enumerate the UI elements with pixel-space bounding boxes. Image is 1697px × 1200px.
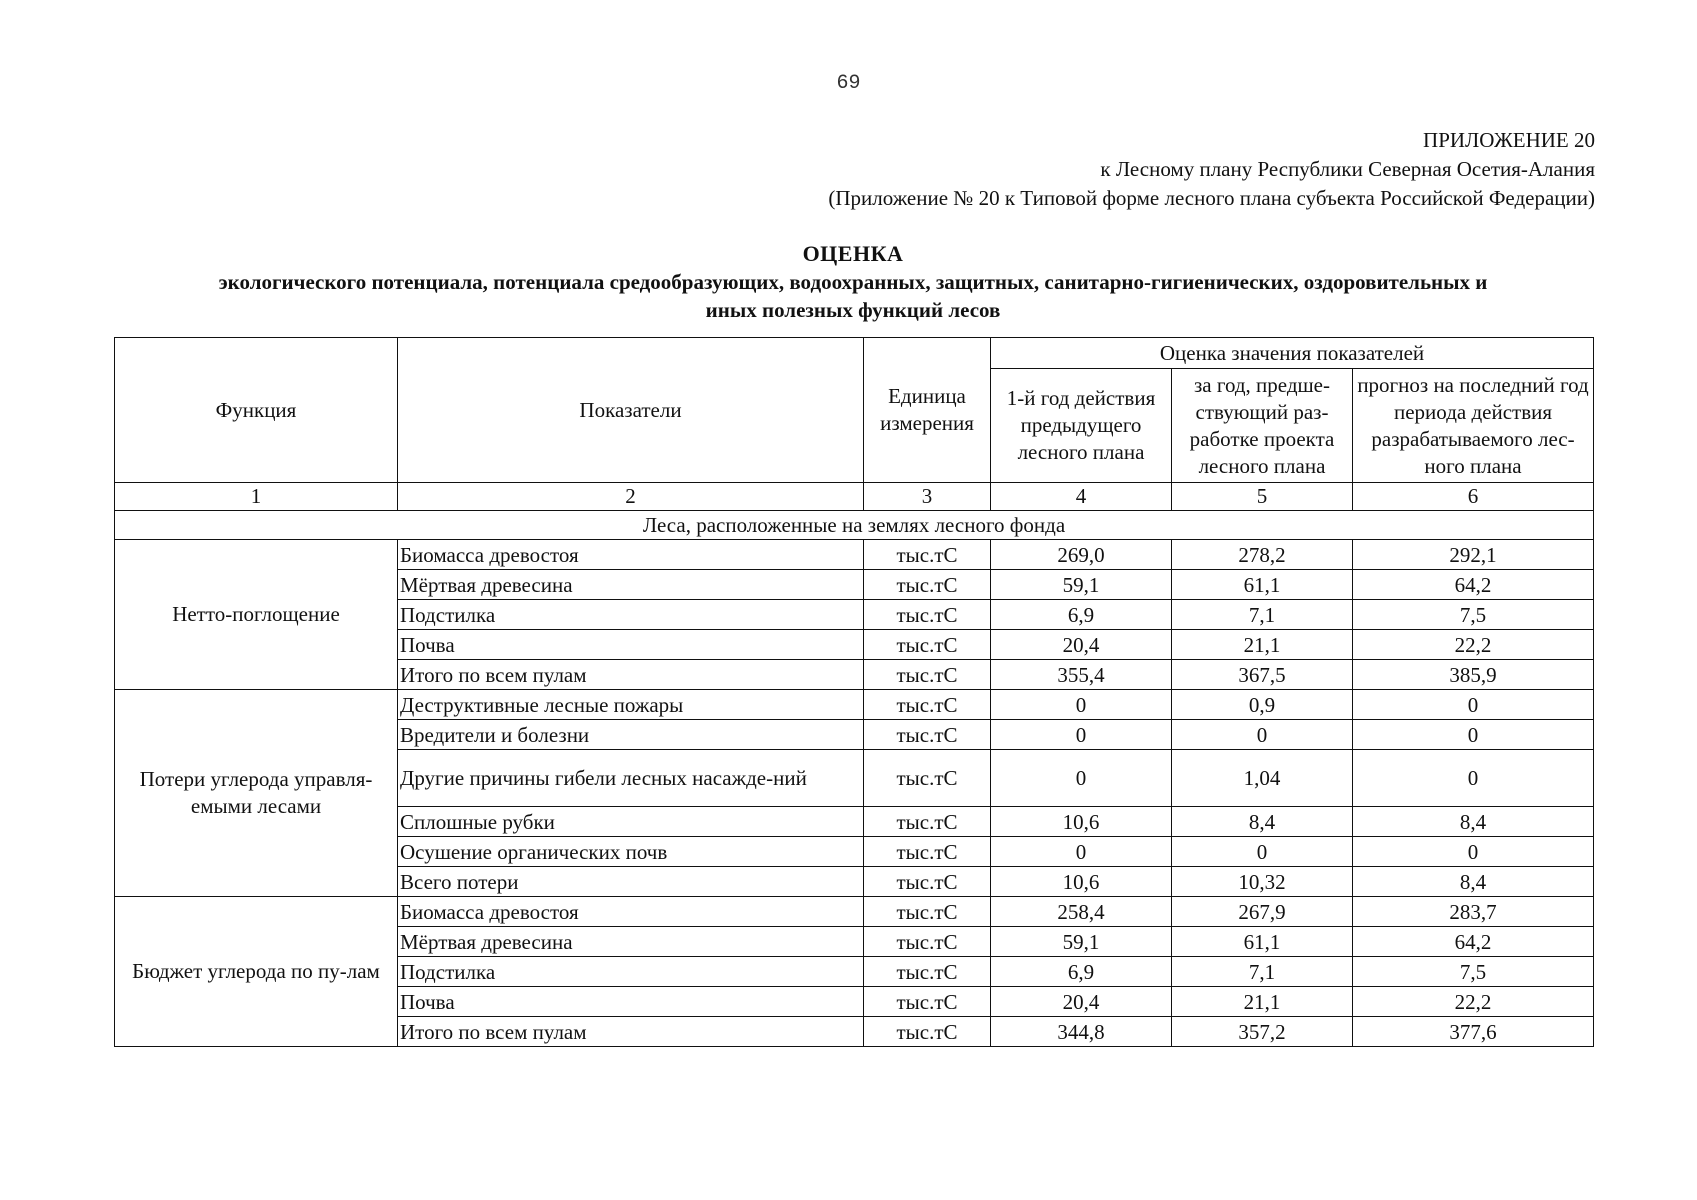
value-col4-cell: 0 [991,750,1172,807]
value-col4-cell: 6,9 [991,600,1172,630]
column-number: 6 [1353,483,1594,511]
header-indicators: Показатели [398,338,864,483]
title-subtitle-line1: экологического потенциала, потенциала средообразующих, водоохранных, защитных, санитарно-гигиенических, оздоровительных и [218,270,1488,294]
indicator-cell: Мёртвая древесина [398,927,864,957]
unit-cell: тыс.тС [864,867,991,897]
value-col5-cell: 8,4 [1172,807,1353,837]
value-col6-cell: 0 [1353,720,1594,750]
header-unit: Единица измерения [864,338,991,483]
value-col4-cell: 344,8 [991,1017,1172,1047]
unit-cell: тыс.тС [864,807,991,837]
indicator-cell: Почва [398,630,864,660]
indicator-cell: Подстилка [398,600,864,630]
header-evaluation: Оценка значения показателей [991,338,1594,369]
value-col5-cell: 1,04 [1172,750,1353,807]
value-col4-cell: 59,1 [991,927,1172,957]
indicator-cell: Итого по всем пулам [398,1017,864,1047]
value-col4-cell: 0 [991,690,1172,720]
value-col6-cell: 7,5 [1353,600,1594,630]
value-col6-cell: 8,4 [1353,867,1594,897]
header-function: Функция [115,338,398,483]
table-row [115,690,1594,720]
value-col6-cell: 7,5 [1353,957,1594,987]
value-col6-cell: 377,6 [1353,1017,1594,1047]
value-col6-cell: 0 [1353,690,1594,720]
appendix-title: ПРИЛОЖЕНИЕ 20 [1423,128,1595,152]
value-col4-cell: 20,4 [991,630,1172,660]
value-col4-cell: 0 [991,837,1172,867]
value-col5-cell: 367,5 [1172,660,1353,690]
unit-cell: тыс.тС [864,720,991,750]
column-number: 5 [1172,483,1353,511]
page-number: 69 [836,72,861,95]
indicator-cell: Подстилка [398,957,864,987]
indicator-cell: Почва [398,987,864,1017]
value-col5-cell: 61,1 [1172,570,1353,600]
table-row [115,897,1594,927]
value-col5-cell: 357,2 [1172,1017,1353,1047]
value-col5-cell: 0 [1172,720,1353,750]
value-col4-cell: 10,6 [991,867,1172,897]
indicator-cell: Сплошные рубки [398,807,864,837]
evaluation-table [114,337,1594,1047]
value-col6-cell: 0 [1353,837,1594,867]
value-col4-cell: 6,9 [991,957,1172,987]
indicator-cell: Вредители и болезни [398,720,864,750]
value-col4-cell: 10,6 [991,807,1172,837]
value-col5-cell: 278,2 [1172,540,1353,570]
unit-cell: тыс.тС [864,600,991,630]
indicator-cell: Всего потери [398,867,864,897]
function-cell: Нетто-поглощение [115,540,398,690]
unit-cell: тыс.тС [864,1017,991,1047]
value-col5-cell: 0,9 [1172,690,1353,720]
function-cell: Потери углерода управля-емыми лесами [115,690,398,897]
indicator-cell: Другие причины гибели лесных насажде-ний [398,750,864,807]
column-number: 3 [864,483,991,511]
value-col6-cell: 385,9 [1353,660,1594,690]
indicator-cell: Итого по всем пулам [398,660,864,690]
value-col5-cell: 21,1 [1172,987,1353,1017]
column-number: 1 [115,483,398,511]
value-col6-cell: 292,1 [1353,540,1594,570]
unit-cell: тыс.тС [864,570,991,600]
indicator-cell: Биомасса древостоя [398,540,864,570]
header-col6: прогноз на последний год периода действия разрабатываемого лес-ного плана [1353,369,1594,483]
unit-cell: тыс.тС [864,987,991,1017]
value-col6-cell: 283,7 [1353,897,1594,927]
value-col6-cell: 0 [1353,750,1594,807]
value-col4-cell: 0 [991,720,1172,750]
unit-cell: тыс.тС [864,660,991,690]
value-col5-cell: 7,1 [1172,957,1353,987]
indicator-cell: Мёртвая древесина [398,570,864,600]
value-col5-cell: 0 [1172,837,1353,867]
unit-cell: тыс.тС [864,630,991,660]
unit-cell: тыс.тС [864,837,991,867]
title-subtitle-line2: иных полезных функций лесов [705,298,1001,322]
indicator-cell: Биомасса древостоя [398,897,864,927]
value-col4-cell: 269,0 [991,540,1172,570]
unit-cell: тыс.тС [864,750,991,807]
value-col6-cell: 8,4 [1353,807,1594,837]
table-row [115,540,1594,570]
value-col5-cell: 7,1 [1172,600,1353,630]
value-col5-cell: 10,32 [1172,867,1353,897]
appendix-header [828,126,1595,213]
function-cell: Бюджет углерода по пу-лам [115,897,398,1047]
value-col4-cell: 20,4 [991,987,1172,1017]
value-col4-cell: 355,4 [991,660,1172,690]
appendix-form-reference: (Приложение № 20 к Типовой форме лесного плана субъекта Российской Федерации) [828,186,1595,210]
appendix-plan-reference: к Лесному плану Республики Северная Осетия-Алания [1100,157,1595,181]
unit-cell: тыс.тС [864,957,991,987]
document-title [114,240,1592,324]
value-col5-cell: 61,1 [1172,927,1353,957]
title-main: ОЦЕНКА [802,241,904,266]
value-col5-cell: 21,1 [1172,630,1353,660]
header-col4: 1-й год действия предыдущего лесного плана [991,369,1172,483]
value-col6-cell: 22,2 [1353,987,1594,1017]
value-col6-cell: 64,2 [1353,570,1594,600]
value-col4-cell: 59,1 [991,570,1172,600]
column-number: 4 [991,483,1172,511]
value-col4-cell: 258,4 [991,897,1172,927]
value-col5-cell: 267,9 [1172,897,1353,927]
header-col5: за год, предше-ствующий раз-работке проекта лесного плана [1172,369,1353,483]
unit-cell: тыс.тС [864,897,991,927]
section-heading: Леса, расположенные на землях лесного фонда [115,511,1594,540]
value-col6-cell: 64,2 [1353,927,1594,957]
indicator-cell: Осушение органических почв [398,837,864,867]
indicator-cell: Деструктивные лесные пожары [398,690,864,720]
unit-cell: тыс.тС [864,927,991,957]
unit-cell: тыс.тС [864,690,991,720]
value-col6-cell: 22,2 [1353,630,1594,660]
column-number: 2 [398,483,864,511]
unit-cell: тыс.тС [864,540,991,570]
